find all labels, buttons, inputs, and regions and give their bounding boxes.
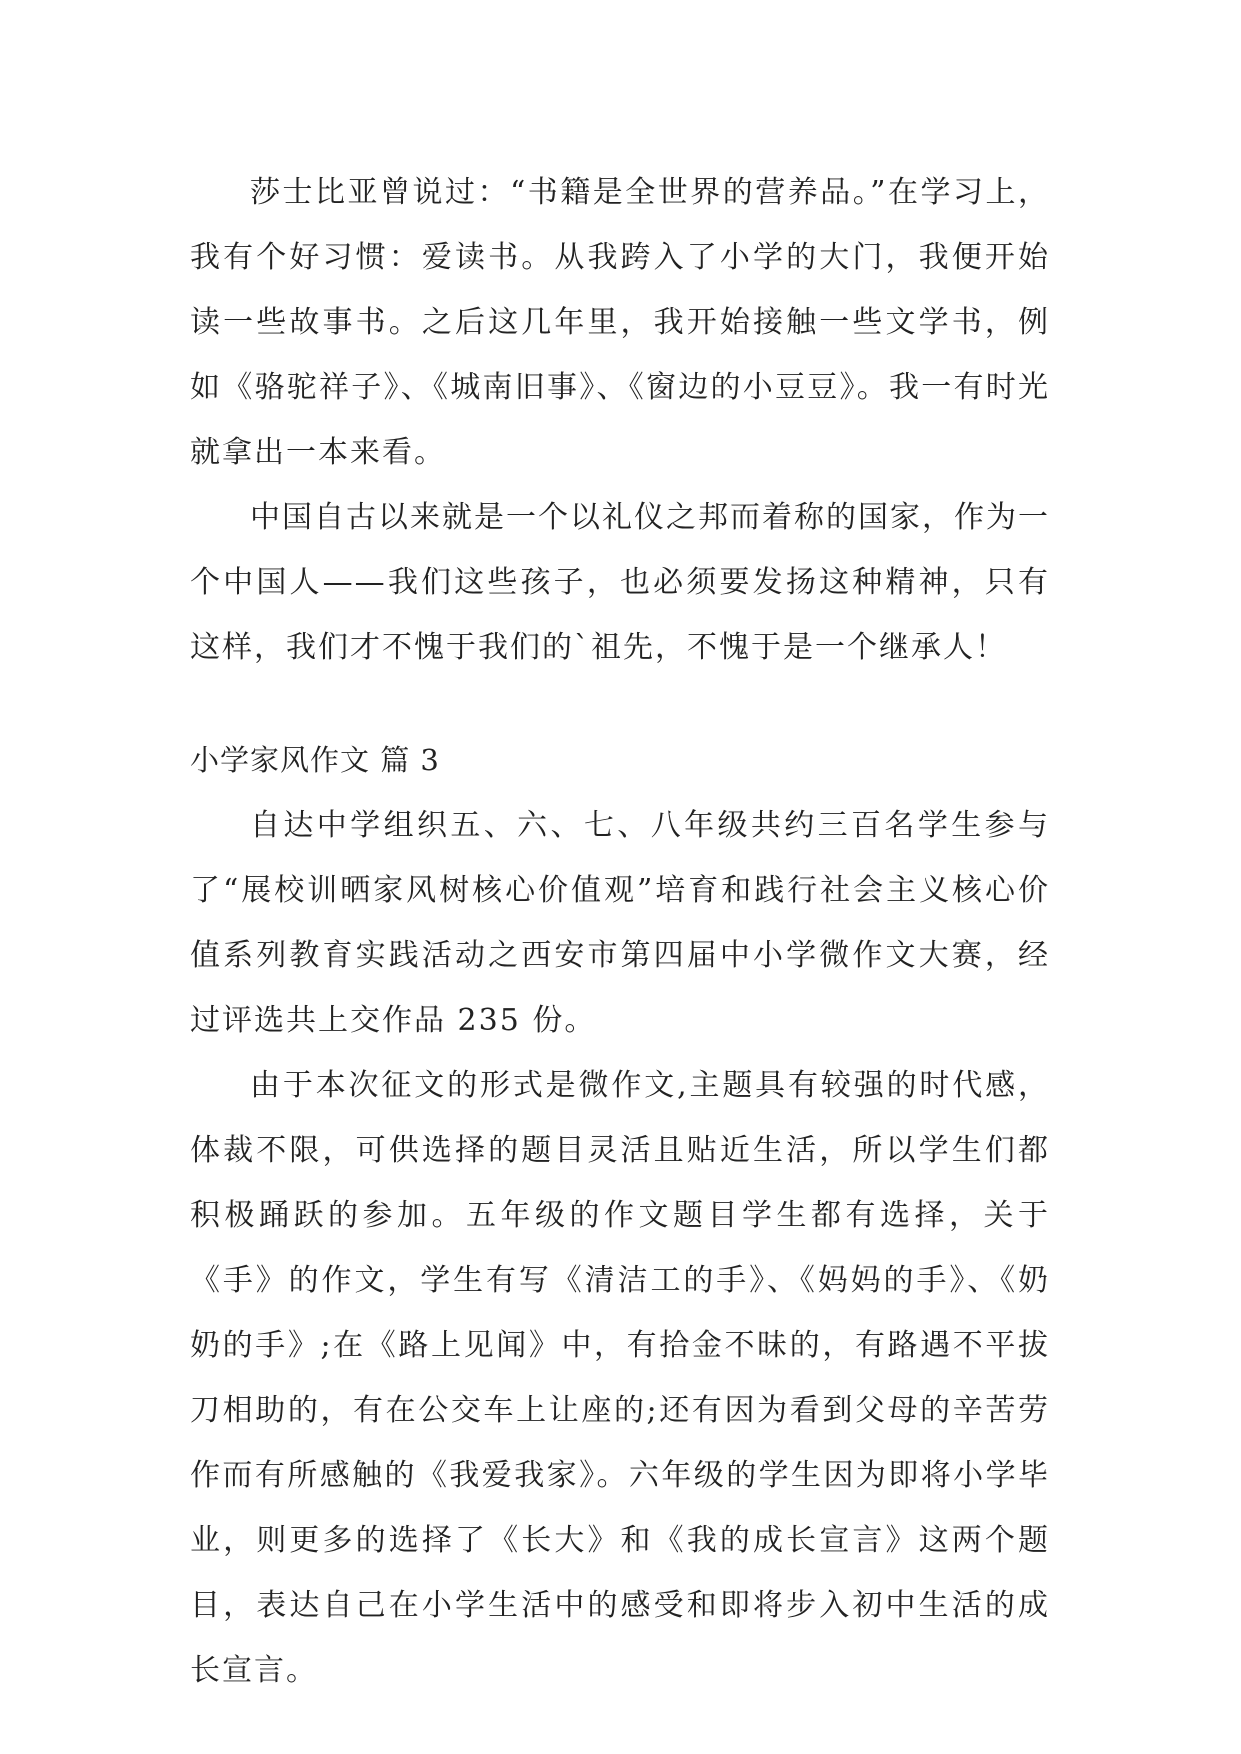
paragraph-etiquette: 中国自古以来就是一个以礼仪之邦而着称的国家，作为一个中国人——我们这些孩子，也必须要发扬这种精神，只有这样，我们才不愧于我们的`祖先，不愧于是一个继承人！ — [190, 500, 1050, 665]
paragraph-contest: 自达中学组织五、六、七、八年级共约三百名学生参与了“展校训晒家风树核心价值观”培育和践行社会主义核心价值系列教育实践活动之西安市第四届中小学微作文大赛，经过评选共上交作品 235 份。 — [190, 808, 1050, 1038]
section-heading: 小学家风作文 篇 3 — [190, 743, 440, 777]
paragraph-essay-topics: 由于本次征文的形式是微作文,主题具有较强的时代感，体裁不限，可供选择的题目灵活且贴近生活，所以学生们都积极踊跃的参加。五年级的作文题目学生都有选择，关于《手》的作文，学生有写《清洁工的手》、《妈妈的手》、《奶奶的手》;在《路上见闻》中，有拾金不昧的，有路遇不平拔刀相助的，有在公交车上让座的;还有因为看到父母的辛苦劳作而有所感触的《我爱我家》。六年级的学生因为即将小学毕业，则更多的选择了《长大》和《我的成长宣言》这两个题目，表达自己在小学生活中的感受和即将步入初中生活的成长宣言。 — [190, 1068, 1050, 1688]
document-body — [190, 160, 1050, 1703]
paragraph-reading-habit: 莎士比亚曾说过：“书籍是全世界的营养品。”在学习上，我有个好习惯：爱读书。从我跨入了小学的大门，我便开始读一些故事书。之后这几年里，我开始接触一些文学书，例如《骆驼祥子》、《城南旧事》、《窗边的小豆豆》。我一有时光就拿出一本来看。 — [190, 175, 1050, 470]
